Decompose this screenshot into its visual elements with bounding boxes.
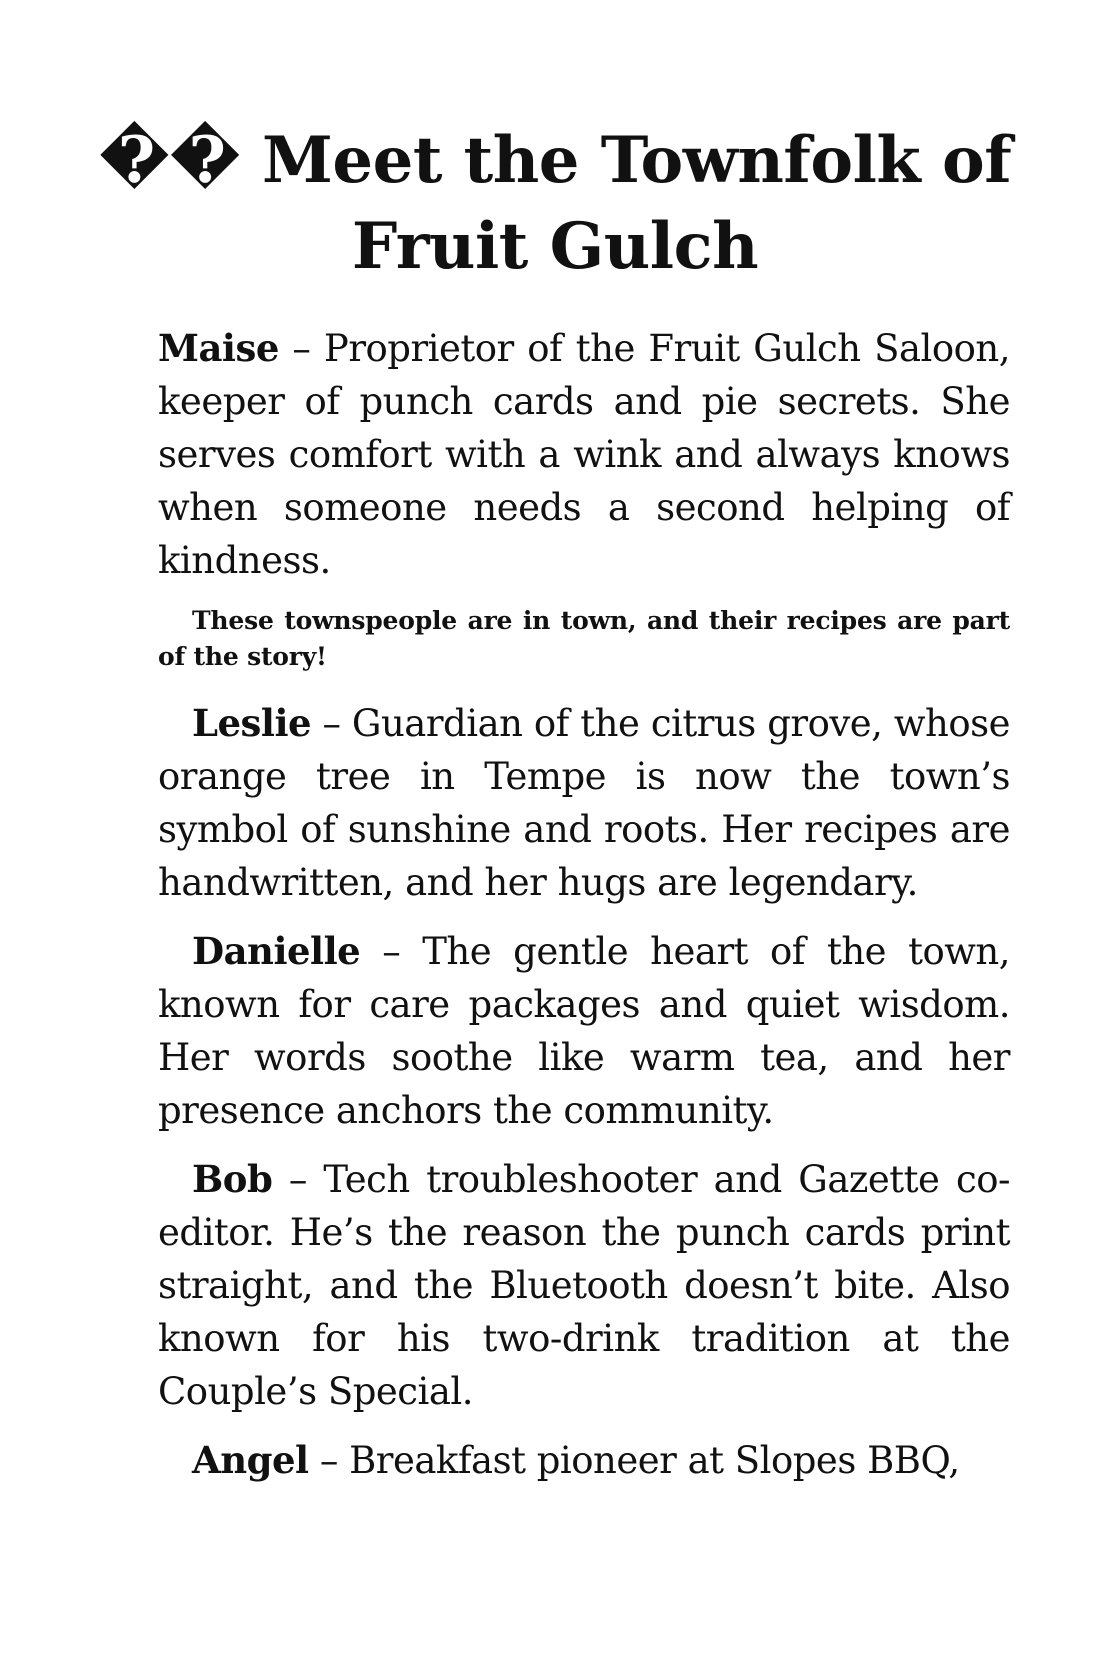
entry-description: – Guardian of the citrus grove, whose orange tree in Tempe is now the town’s symbol of sunshine and roots. Her recipes are handwritten, and her hugs are legendary. bbox=[158, 702, 1010, 904]
page-title: �� Meet the Townfolk of Fruit Gulch bbox=[98, 123, 1012, 284]
entry-name: Bob bbox=[192, 1157, 273, 1201]
entry-description: – The gentle heart of the town, known for care packages and quiet wisdom. Her words soothe like warm tea, and her presence anchors the community. bbox=[158, 930, 1010, 1132]
entry-name: Angel bbox=[192, 1438, 309, 1482]
entry-name: Maise bbox=[158, 326, 279, 370]
entry-name: Leslie bbox=[192, 701, 312, 745]
entry-angel bbox=[158, 1434, 1010, 1487]
entry-name: Danielle bbox=[192, 929, 361, 973]
entry-description: – Proprietor of the Fruit Gulch Saloon, keeper of punch cards and pie secrets. She serves comfort with a wink and always knows when someone needs a second helping of kindness. bbox=[158, 327, 1010, 582]
entry-description: – Breakfast pioneer at Slopes BBQ, bbox=[308, 1439, 960, 1482]
entry-danielle bbox=[158, 925, 1010, 1137]
entry-bob bbox=[158, 1153, 1010, 1418]
entry-description: – Tech troubleshooter and Gazette co-editor. He’s the reason the punch cards print straight, and the Bluetooth doesn’t bite. Also known for his two-drink tradition at the Couple’s Special. bbox=[158, 1158, 1010, 1413]
townspeople-note: These townspeople are in town, and their recipes are part of the story! bbox=[158, 606, 1010, 671]
entry-leslie bbox=[158, 697, 1010, 909]
townfolk-list bbox=[158, 322, 1010, 1503]
entry-maise bbox=[158, 322, 1010, 587]
